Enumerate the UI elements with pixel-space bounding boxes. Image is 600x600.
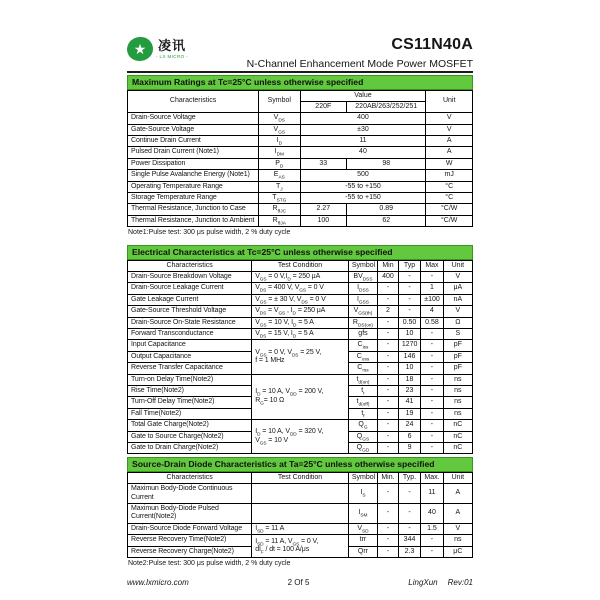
- electrical-row: [128, 317, 473, 328]
- min-cell: 2: [378, 306, 399, 317]
- condition-cell: $V_{DS} = 400$ V, $V_{GS} = 0$ V: [252, 283, 349, 294]
- max-cell: -: [421, 351, 443, 362]
- col-header-unit: Unit: [426, 90, 473, 113]
- symbol-cell: trr: [348, 535, 377, 546]
- characteristic-cell: Output Capacitance: [128, 351, 252, 362]
- max-ratings-table: [127, 90, 473, 228]
- value-cell: 11: [300, 136, 426, 147]
- characteristic-cell: Turn-on Delay Time(Note2): [128, 374, 252, 385]
- characteristic-cell: Gate-Source Threshold Voltage: [128, 306, 252, 317]
- electrical-row: [128, 420, 473, 431]
- min-cell: 400: [378, 272, 399, 283]
- logo-subtext: - LX MICRO -: [156, 54, 189, 60]
- min-cell: -: [378, 294, 399, 305]
- characteristic-cell: Drain-Source Diode Forward Voltage: [128, 523, 252, 534]
- col-header-min: Min: [378, 260, 399, 271]
- electrical-row: [128, 294, 473, 305]
- unit-cell: pF: [443, 340, 472, 351]
- note2: Note2:Pulse test: 300 μs pulse width, 2 % duty cycle: [128, 559, 291, 567]
- symbol-cell: $C_{oss}$: [348, 351, 377, 362]
- unit-cell: nC: [443, 442, 472, 453]
- typ-cell: 1270: [398, 340, 420, 351]
- symbol-cell: gfs: [348, 329, 377, 340]
- typ-cell: 0.50: [398, 317, 420, 328]
- unit-cell: V: [443, 272, 472, 283]
- diode-table: [127, 472, 473, 558]
- typ-cell: 24: [398, 420, 420, 431]
- min-cell: -: [378, 442, 399, 453]
- condition-cell: $V_{GS} = 0$ $V,I_D = 250$ μA: [252, 272, 349, 283]
- characteristic-cell: Thermal Resistance, Junction to Case: [128, 204, 259, 215]
- characteristic-cell: Storage Temperature Range: [128, 193, 259, 204]
- characteristic-cell: Thermal Resistance, Junction to Ambient: [128, 215, 259, 226]
- symbol-cell: $T_{STG}$: [259, 193, 300, 204]
- col-header-typ: Typ.: [398, 472, 420, 483]
- condition-cell: $V_{GS} = 0$ V, $V_{DS} = 25$ V, f = 1 MHz: [252, 340, 349, 374]
- unit-cell: ns: [443, 385, 472, 396]
- max-cell: -: [421, 363, 443, 374]
- symbol-cell: $Q_{GS}$: [348, 431, 377, 442]
- max-cell: -: [421, 385, 443, 396]
- typ-cell: -: [398, 523, 420, 534]
- unit-cell: Ω: [443, 317, 472, 328]
- col-header-220ab: 220AB/263/252/251: [347, 101, 426, 112]
- value-cell: -55 to +150: [300, 181, 426, 192]
- max-cell: -: [421, 408, 443, 419]
- logo-text: [156, 39, 188, 59]
- diode-row: [128, 523, 473, 534]
- electrical-table-head: [128, 260, 473, 271]
- condition-cell: $V_{GS}$ = ± 30 V, $V_{DS} = 0$ V: [252, 294, 349, 305]
- max-cell: -: [421, 442, 443, 453]
- condition-cell: [252, 484, 349, 504]
- unit-cell: A: [426, 147, 473, 158]
- max-cell: -: [421, 272, 443, 283]
- electrical-row: [128, 374, 473, 385]
- unit-cell: A: [426, 136, 473, 147]
- max-cell: 1: [421, 283, 443, 294]
- diode-table-head: [128, 472, 473, 483]
- symbol-cell: $V_{GS}$: [259, 124, 300, 135]
- typ-cell: 23: [398, 385, 420, 396]
- value-cell: 100: [300, 215, 347, 226]
- characteristic-cell: Reverse Recovery Time(Note2): [128, 535, 252, 546]
- symbol-cell: $I_S$: [348, 484, 377, 504]
- min-cell: -: [378, 329, 399, 340]
- max-ratings-row: [128, 193, 473, 204]
- max-cell: -: [421, 374, 443, 385]
- electrical-row: [128, 329, 473, 340]
- symbol-cell: $E_{AS}$: [259, 170, 300, 181]
- typ-cell: 41: [398, 397, 420, 408]
- symbol-cell: $P_D$: [259, 158, 300, 169]
- typ-cell: 6: [398, 431, 420, 442]
- typ-cell: 10: [398, 329, 420, 340]
- min-cell: -: [378, 363, 399, 374]
- characteristic-cell: Gate to Drain Charge(Note2): [128, 442, 252, 453]
- section-title-diode: Source-Drain Diode Characteristics at Ta=25°C unless otherwise specified: [127, 457, 473, 472]
- symbol-cell: $I_{SM}$: [348, 504, 377, 524]
- diode-table-body: [128, 484, 473, 558]
- max-cell: -: [421, 420, 443, 431]
- min-cell: -: [378, 484, 399, 504]
- characteristic-cell: Total Gate Charge(Note2): [128, 420, 252, 431]
- symbol-cell: $t_r$: [348, 385, 377, 396]
- max-cell: 1.5: [421, 523, 443, 534]
- unit-cell: ns: [443, 374, 472, 385]
- logo-chinese-name: 凌讯: [158, 38, 187, 53]
- min-cell: -: [378, 408, 399, 419]
- unit-cell: pF: [443, 351, 472, 362]
- col-header-220f: 220F: [300, 101, 347, 112]
- diode-row: [128, 535, 473, 546]
- characteristic-cell: Turn-Off Delay Time(Note2): [128, 397, 252, 408]
- characteristic-cell: Power Dissipation: [128, 158, 259, 169]
- max-ratings-row: [128, 136, 473, 147]
- electrical-table: [127, 260, 473, 455]
- symbol-cell: $C_{rss}$: [348, 363, 377, 374]
- col-header-characteristics: Characteristics: [128, 90, 259, 113]
- col-header-symbol: Symbol: [348, 260, 377, 271]
- unit-cell: nA: [443, 294, 472, 305]
- max-cell: -: [421, 431, 443, 442]
- symbol-cell: $V_{GS(th)}$: [348, 306, 377, 317]
- characteristic-cell: Drain-Source Leakage Current: [128, 283, 252, 294]
- typ-cell: -: [398, 504, 420, 524]
- characteristic-cell: Drain-Source Voltage: [128, 113, 259, 124]
- unit-cell: ns: [443, 535, 472, 546]
- characteristic-cell: Gate-Source Voltage: [128, 124, 259, 135]
- characteristic-cell: Input Capacitance: [128, 340, 252, 351]
- max-cell: -: [421, 535, 443, 546]
- characteristic-cell: Reverse Transfer Capacitance: [128, 363, 252, 374]
- col-header-characteristics: Characteristics: [128, 260, 252, 271]
- max-ratings-row: [128, 215, 473, 226]
- min-cell: -: [378, 397, 399, 408]
- logo-star-icon: ★: [127, 37, 153, 61]
- company-logo: [127, 37, 188, 61]
- typ-cell: 18: [398, 374, 420, 385]
- unit-cell: °C/W: [426, 204, 473, 215]
- typ-cell: 9: [398, 442, 420, 453]
- max-cell: -: [421, 546, 443, 557]
- condition-cell: $V_{GS} = 10$ V, $I_D = 5$ A: [252, 317, 349, 328]
- symbol-cell: $V_{SD}$: [348, 523, 377, 534]
- characteristic-cell: Pulsed Drain Current (Note1): [128, 147, 259, 158]
- col-header-symbol: Symbol: [259, 90, 300, 113]
- typ-cell: 10: [398, 363, 420, 374]
- condition-cell: $I_D = 10$ A, $V_{DD} = 200$ V, $R_G= 10$ Ω: [252, 374, 349, 420]
- footer-brand: LingXun: [408, 577, 438, 587]
- value-cell: ±30: [300, 124, 426, 135]
- symbol-cell: $I_{GSS}$: [348, 294, 377, 305]
- section-title-max-ratings: Maximum Ratings at Tc=25°C unless otherwise specified: [127, 75, 473, 90]
- col-header-symbol: Symbol: [348, 472, 377, 483]
- part-number: CS11N40A: [391, 36, 473, 53]
- characteristic-cell: Fall Time(Note2): [128, 408, 252, 419]
- section-title-electrical: Electrical Characteristics at Tc=25°C unless otherwise specified: [127, 245, 473, 260]
- min-cell: -: [378, 340, 399, 351]
- characteristic-cell: Drain-Source Breakdown Voltage: [128, 272, 252, 283]
- electrical-row: [128, 272, 473, 283]
- max-ratings-row: [128, 170, 473, 181]
- max-ratings-row: [128, 181, 473, 192]
- characteristic-cell: Operating Temperature Range: [128, 181, 259, 192]
- characteristic-cell: Gate Leakage Current: [128, 294, 252, 305]
- max-cell: -: [421, 397, 443, 408]
- max-ratings-row: [128, 158, 473, 169]
- unit-cell: V: [443, 523, 472, 534]
- max-ratings-row: [128, 204, 473, 215]
- unit-cell: mJ: [426, 170, 473, 181]
- electrical-row: [128, 306, 473, 317]
- unit-cell: W: [426, 158, 473, 169]
- unit-cell: A: [443, 504, 472, 524]
- unit-cell: °C: [426, 181, 473, 192]
- unit-cell: ns: [443, 397, 472, 408]
- unit-cell: V: [426, 124, 473, 135]
- min-cell: -: [378, 431, 399, 442]
- value-cell: 62: [347, 215, 426, 226]
- characteristic-cell: Reverse Recovery Charge(Note2): [128, 546, 252, 557]
- value-cell: 500: [300, 170, 426, 181]
- typ-cell: 2.3: [398, 546, 420, 557]
- typ-cell: -: [398, 484, 420, 504]
- symbol-cell: Qrr: [348, 546, 377, 557]
- typ-cell: -: [398, 306, 420, 317]
- characteristic-cell: Maximun Body-Diode Pulsed Current(Note2): [128, 504, 252, 524]
- characteristic-cell: Rise Time(Note2): [128, 385, 252, 396]
- condition-cell: $V_{DS} = 15$ V, $I_D = 5$ A: [252, 329, 349, 340]
- unit-cell: nC: [443, 420, 472, 431]
- col-header-unit: Unit: [443, 260, 472, 271]
- typ-cell: 19: [398, 408, 420, 419]
- footer-brand-rev: [408, 578, 473, 587]
- value-cell: 0.89: [347, 204, 426, 215]
- symbol-cell: $R_{\theta JA}$: [259, 215, 300, 226]
- min-cell: -: [378, 385, 399, 396]
- max-ratings-row: [128, 147, 473, 158]
- symbol-cell: $T_J$: [259, 181, 300, 192]
- symbol-cell: $t_{d(off)}$: [348, 397, 377, 408]
- characteristic-cell: Maximun Body-Diode Continuous Current: [128, 484, 252, 504]
- max-cell: ±100: [421, 294, 443, 305]
- page-content: [127, 36, 473, 587]
- typ-cell: -: [398, 283, 420, 294]
- unit-cell: μC: [443, 546, 472, 557]
- symbol-cell: $R_{DS(on)}$: [348, 317, 377, 328]
- col-header-unit: Unit: [443, 472, 472, 483]
- symbol-cell: $Q_G$: [348, 420, 377, 431]
- symbol-cell: $I_{DM}$: [259, 147, 300, 158]
- unit-cell: μA: [443, 283, 472, 294]
- col-header-characteristics: Characteristics: [128, 472, 252, 483]
- max-cell: -: [421, 329, 443, 340]
- footer-rev: Rev:01: [447, 577, 473, 587]
- min-cell: -: [378, 535, 399, 546]
- value-cell: 33: [300, 158, 347, 169]
- value-cell: 2.27: [300, 204, 347, 215]
- electrical-row: [128, 283, 473, 294]
- max-ratings-row: [128, 124, 473, 135]
- col-header-typ: Typ: [398, 260, 420, 271]
- col-header-value: Value: [300, 90, 426, 101]
- max-cell: 4: [421, 306, 443, 317]
- col-header-min: Min.: [378, 472, 399, 483]
- unit-cell: S: [443, 329, 472, 340]
- unit-cell: V: [426, 113, 473, 124]
- footer-page-number: 2 Of 5: [287, 577, 310, 587]
- unit-cell: °C/W: [426, 215, 473, 226]
- unit-cell: nC: [443, 431, 472, 442]
- max-ratings-row: [128, 113, 473, 124]
- value-cell: 400: [300, 113, 426, 124]
- max-cell: 0.58: [421, 317, 443, 328]
- min-cell: -: [378, 523, 399, 534]
- symbol-cell: $V_{DS}$: [259, 113, 300, 124]
- col-header-max: Max: [421, 260, 443, 271]
- datasheet-header: [127, 36, 473, 73]
- col-header-max: Max.: [421, 472, 443, 483]
- max-cell: 11: [421, 484, 443, 504]
- col-header-test-condition: Test Condition: [252, 472, 349, 483]
- unit-cell: V: [443, 306, 472, 317]
- min-cell: -: [378, 283, 399, 294]
- unit-cell: A: [443, 484, 472, 504]
- symbol-cell: $I_D$: [259, 136, 300, 147]
- max-cell: 40: [421, 504, 443, 524]
- condition-cell: $I_D = 10$ A, $V_{DD} = 320$ V, $V_{GS} = 10$ V: [252, 420, 349, 454]
- diode-row: [128, 484, 473, 504]
- typ-cell: 344: [398, 535, 420, 546]
- max-ratings-table-body: [128, 113, 473, 227]
- condition-cell: $I_{SD} = 11$ A: [252, 523, 349, 534]
- unit-cell: ns: [443, 408, 472, 419]
- characteristic-cell: Drain-Source On-State Resistance: [128, 317, 252, 328]
- characteristic-cell: Single Pulse Avalanche Energy (Note1): [128, 170, 259, 181]
- symbol-cell: $t_f$: [348, 408, 377, 419]
- min-cell: -: [378, 546, 399, 557]
- typ-cell: -: [398, 294, 420, 305]
- characteristic-cell: Continue Drain Current: [128, 136, 259, 147]
- electrical-table-body: [128, 272, 473, 454]
- footer-website: www.lxmicro.com: [127, 577, 189, 587]
- unit-cell: °C: [426, 193, 473, 204]
- min-cell: -: [378, 351, 399, 362]
- condition-cell: $V_{DS} = V_{GS}$ , $I_D = 250$ μA: [252, 306, 349, 317]
- value-cell: 98: [347, 158, 426, 169]
- min-cell: -: [378, 374, 399, 385]
- symbol-cell: $Q_{GD}$: [348, 442, 377, 453]
- min-cell: -: [378, 317, 399, 328]
- min-cell: -: [378, 504, 399, 524]
- diode-row: [128, 504, 473, 524]
- max-cell: -: [421, 340, 443, 351]
- value-cell: -55 to +150: [300, 193, 426, 204]
- symbol-cell: $I_{DSS}$: [348, 283, 377, 294]
- symbol-cell: $C_{iss}$: [348, 340, 377, 351]
- typ-cell: -: [398, 272, 420, 283]
- unit-cell: pF: [443, 363, 472, 374]
- symbol-cell: $R_{\theta JC}$: [259, 204, 300, 215]
- condition-cell: $I_{SD} = 11$ A, $V_{GS} = 0$ V, $dI_F$ / dt = 100 A/μs: [252, 535, 349, 558]
- min-cell: -: [378, 420, 399, 431]
- symbol-cell: $t_{d(on)}$: [348, 374, 377, 385]
- page-footer: [127, 578, 473, 587]
- condition-cell: [252, 504, 349, 524]
- col-header-test-condition: Test Condition: [252, 260, 349, 271]
- max-ratings-table-head: [128, 90, 473, 113]
- device-subtitle: N-Channel Enhancement Mode Power MOSFET: [246, 58, 473, 70]
- note1: Note1:Pulse test: 300 μs pulse width, 2 % duty cycle: [128, 229, 291, 237]
- characteristic-cell: Forward Transconductance: [128, 329, 252, 340]
- symbol-cell: $BV_{DSS}$: [348, 272, 377, 283]
- characteristic-cell: Gate to Source Charge(Note2): [128, 431, 252, 442]
- electrical-row: [128, 340, 473, 351]
- value-cell: 40: [300, 147, 426, 158]
- typ-cell: 146: [398, 351, 420, 362]
